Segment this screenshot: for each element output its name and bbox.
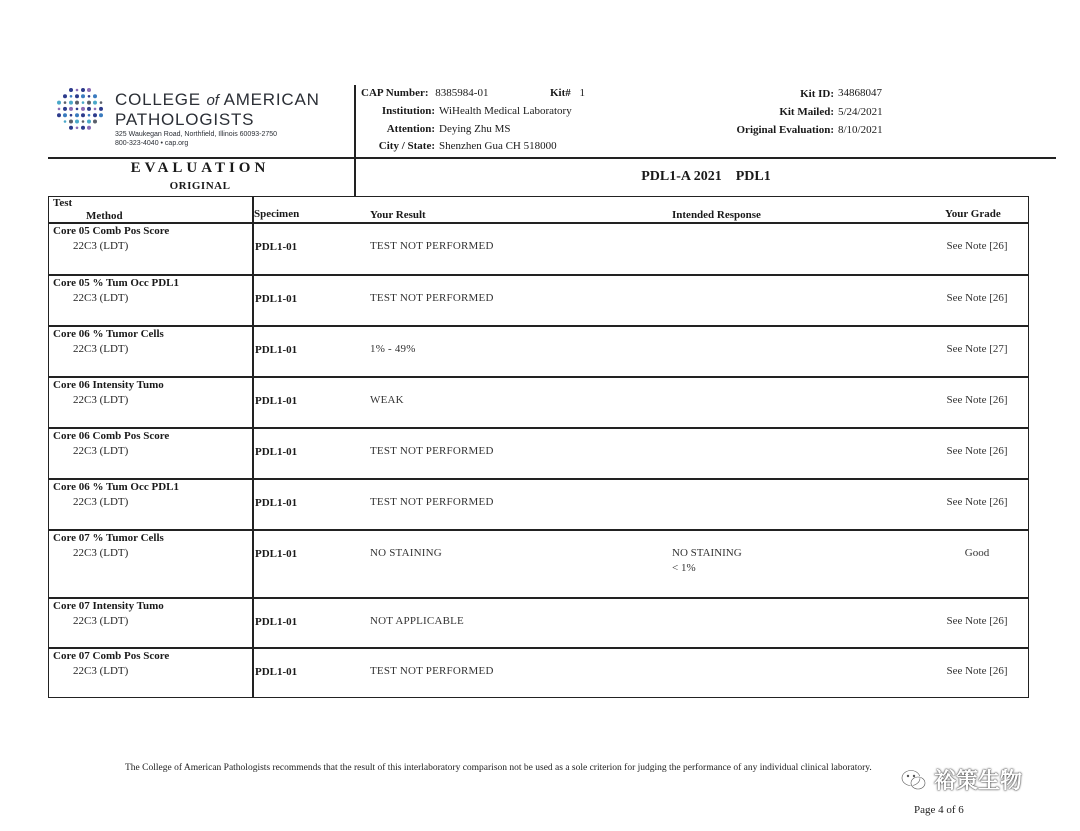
cell-result: TEST NOT PERFORMED bbox=[370, 292, 494, 304]
cell-intended: NO STAINING bbox=[672, 547, 742, 559]
city-value: Shenzhen Gua CH 518000 bbox=[439, 140, 557, 152]
cell-result: TEST NOT PERFORMED bbox=[370, 240, 494, 252]
kit-label: Kit# bbox=[550, 87, 571, 99]
logo-dot bbox=[58, 108, 61, 111]
col-header-intended: Intended Response bbox=[672, 209, 761, 221]
column-divider bbox=[252, 196, 254, 698]
kit-mailed-value: 5/24/2021 bbox=[838, 106, 883, 118]
cell-method: 22C3 (LDT) bbox=[73, 496, 129, 508]
orig-eval-value: 8/10/2021 bbox=[838, 124, 883, 136]
org-name-pathologists: PATHOLOGISTS bbox=[115, 110, 255, 129]
cell-method: 22C3 (LDT) bbox=[73, 343, 129, 355]
attention-label-wrap bbox=[361, 123, 435, 135]
cell-result: NOT APPLICABLE bbox=[370, 615, 464, 627]
col-header-method: Method bbox=[86, 210, 123, 222]
logo-dot bbox=[70, 95, 73, 98]
row-divider bbox=[48, 274, 1029, 276]
cell-method: 22C3 (LDT) bbox=[73, 445, 129, 457]
kit-id-label: Kit ID: bbox=[800, 88, 834, 100]
cell-test: Core 07 Comb Pos Score bbox=[53, 650, 170, 662]
cell-specimen: PDL1-01 bbox=[255, 548, 298, 560]
row-divider bbox=[48, 376, 1029, 378]
evaluation-subtitle: ORIGINAL bbox=[169, 180, 231, 192]
cell-method: 22C3 (LDT) bbox=[73, 240, 129, 252]
institution-label: Institution: bbox=[381, 105, 435, 117]
org-address-block bbox=[115, 130, 277, 148]
row-divider bbox=[48, 647, 1029, 649]
row-divider bbox=[48, 427, 1029, 429]
logo-dot bbox=[76, 89, 79, 92]
watermark-text: 裕策生物 bbox=[934, 769, 1023, 794]
logo-dot bbox=[93, 113, 97, 117]
cell-method: 22C3 (LDT) bbox=[73, 665, 129, 677]
cap-logo-icon bbox=[55, 86, 105, 132]
header-row-divider bbox=[48, 222, 1029, 224]
cell-test: Core 06 Intensity Tumo bbox=[53, 379, 164, 391]
cell-grade: See Note [26] bbox=[946, 496, 1008, 508]
row-divider bbox=[48, 325, 1029, 327]
logo-dot bbox=[93, 94, 97, 98]
logo-dot bbox=[64, 120, 67, 123]
org-name-college: COLLEGE bbox=[115, 90, 201, 109]
cell-result: 1% - 49% bbox=[370, 343, 416, 355]
cell-method: 22C3 (LDT) bbox=[73, 394, 129, 406]
logo-dot bbox=[94, 108, 97, 111]
logo-dot bbox=[81, 94, 85, 98]
logo-dot bbox=[87, 107, 91, 111]
logo-dot bbox=[100, 101, 103, 104]
col-header-result: Your Result bbox=[370, 209, 426, 221]
cell-specimen: PDL1-01 bbox=[255, 616, 298, 628]
logo-dot bbox=[81, 107, 85, 111]
logo-dot bbox=[69, 88, 73, 92]
program-code: PDL1-A 2021 bbox=[641, 169, 722, 184]
program-name: PDL1 bbox=[735, 169, 771, 184]
logo-dot bbox=[82, 101, 85, 104]
cell-result: TEST NOT PERFORMED bbox=[370, 665, 494, 677]
cell-test: Core 07 Intensity Tumo bbox=[53, 600, 164, 612]
logo-dot bbox=[69, 126, 73, 130]
cell-method: 22C3 (LDT) bbox=[73, 292, 129, 304]
col-header-grade: Your Grade bbox=[945, 208, 1001, 220]
cell-specimen: PDL1-01 bbox=[255, 497, 298, 509]
logo-dot bbox=[69, 107, 73, 111]
org-address: 325 Waukegan Road, Northfield, Illinois 60093-2750 bbox=[115, 131, 278, 138]
kit-mailed-label-wrap bbox=[700, 106, 834, 118]
cap-number-value: 8385984-01 bbox=[435, 87, 489, 99]
logo-dot bbox=[88, 114, 91, 117]
logo-dot bbox=[75, 94, 79, 98]
logo-dot bbox=[81, 113, 85, 117]
cell-grade: See Note [26] bbox=[946, 292, 1008, 304]
logo-dot bbox=[81, 126, 85, 130]
kit-id-value: 34868047 bbox=[838, 87, 882, 99]
logo-dot bbox=[69, 101, 73, 105]
logo-dot bbox=[63, 107, 67, 111]
row-divider bbox=[48, 478, 1029, 480]
logo-dot bbox=[75, 120, 79, 124]
logo-dot bbox=[87, 88, 91, 92]
program-title bbox=[356, 169, 1056, 185]
attention-value: Deying Zhu MS bbox=[439, 123, 511, 135]
cell-specimen: PDL1-01 bbox=[255, 395, 298, 407]
institution-label-wrap bbox=[361, 105, 435, 117]
col-header-specimen: Specimen bbox=[254, 208, 300, 220]
logo-dot bbox=[87, 101, 91, 105]
cell-test: Core 05 % Tum Occ PDL1 bbox=[53, 277, 179, 289]
logo-dot bbox=[99, 107, 103, 111]
watermark bbox=[900, 764, 1022, 795]
cell-specimen: PDL1-01 bbox=[255, 293, 298, 305]
cell-result: TEST NOT PERFORMED bbox=[370, 445, 494, 457]
cell-result: NO STAINING bbox=[370, 547, 442, 559]
cell-method: 22C3 (LDT) bbox=[73, 615, 129, 627]
logo-dot bbox=[93, 120, 97, 124]
cell-test: Core 05 Comb Pos Score bbox=[53, 225, 170, 237]
logo-dot bbox=[82, 120, 85, 123]
city-label: City / State: bbox=[378, 140, 435, 152]
logo-dot bbox=[69, 120, 73, 124]
row-divider bbox=[48, 597, 1029, 599]
logo-dot bbox=[87, 120, 91, 124]
logo-dot bbox=[57, 113, 61, 117]
logo-dot bbox=[75, 101, 79, 105]
logo-dot bbox=[99, 113, 103, 117]
kit-value: 1 bbox=[579, 87, 586, 99]
org-name-american: AMERICAN bbox=[223, 90, 320, 109]
logo-dot bbox=[63, 94, 67, 98]
cell-specimen: PDL1-01 bbox=[255, 241, 298, 253]
cell-test: Core 06 % Tumor Cells bbox=[53, 328, 164, 340]
org-name-of: of bbox=[206, 92, 219, 109]
logo-dot bbox=[64, 101, 67, 104]
cell-method: 22C3 (LDT) bbox=[73, 547, 129, 559]
cap-number-row bbox=[361, 87, 488, 99]
logo-dot bbox=[70, 114, 73, 117]
logo-dot bbox=[75, 113, 79, 117]
logo-dot bbox=[88, 95, 91, 98]
logo-dot bbox=[76, 127, 79, 130]
attention-label: Attention: bbox=[386, 123, 435, 135]
cell-test: Core 07 % Tumor Cells bbox=[53, 532, 164, 544]
cell-grade: Good bbox=[964, 547, 990, 559]
orig-eval-label-wrap bbox=[700, 124, 834, 136]
row-divider bbox=[48, 529, 1029, 531]
cap-number-label: CAP Number: bbox=[361, 87, 429, 99]
cell-specimen: PDL1-01 bbox=[255, 446, 298, 458]
kit-mailed-label: Kit Mailed: bbox=[779, 106, 834, 118]
logo-dot bbox=[81, 88, 85, 92]
city-label-wrap bbox=[361, 140, 435, 152]
cell-result: TEST NOT PERFORMED bbox=[370, 496, 494, 508]
logo-dot bbox=[63, 113, 67, 117]
cell-test: Core 06 Comb Pos Score bbox=[53, 430, 170, 442]
logo-dot bbox=[76, 108, 79, 111]
cell-grade: See Note [26] bbox=[946, 615, 1008, 627]
kit-id-label-wrap bbox=[700, 88, 834, 100]
col-header-test: Test bbox=[53, 197, 73, 209]
kit-row bbox=[550, 87, 585, 99]
orig-eval-label: Original Evaluation: bbox=[736, 124, 834, 136]
logo-dot bbox=[57, 101, 61, 105]
cell-grade: See Note [26] bbox=[946, 240, 1008, 252]
cell-grade: See Note [27] bbox=[946, 343, 1008, 355]
cell-specimen: PDL1-01 bbox=[255, 666, 298, 678]
results-table bbox=[48, 196, 1029, 698]
footer-disclaimer: The College of American Pathologists recommends that the result of this interlaboratory comparison not be used as a sole criterion for judging the performance of any individual clinical laboratory. bbox=[125, 763, 872, 773]
cell-grade: See Note [26] bbox=[946, 665, 1008, 677]
org-contact: 800-323-4040 • cap.org bbox=[115, 140, 189, 147]
cell-specimen: PDL1-01 bbox=[255, 344, 298, 356]
cell-result: WEAK bbox=[370, 394, 404, 406]
cell-intended-detail: < 1% bbox=[672, 562, 696, 574]
logo-dot bbox=[87, 126, 91, 130]
org-name bbox=[115, 90, 320, 129]
logo-dot bbox=[93, 101, 97, 105]
page-number: Page 4 of 6 bbox=[914, 804, 964, 816]
header-horizontal-divider bbox=[48, 157, 1056, 159]
wechat-icon bbox=[900, 766, 928, 794]
cell-test: Core 06 % Tum Occ PDL1 bbox=[53, 481, 179, 493]
cell-grade: See Note [26] bbox=[946, 445, 1008, 457]
evaluation-title: EVALUATION bbox=[130, 160, 270, 176]
institution-value: WiHealth Medical Laboratory bbox=[439, 105, 572, 117]
cell-grade: See Note [26] bbox=[946, 394, 1008, 406]
